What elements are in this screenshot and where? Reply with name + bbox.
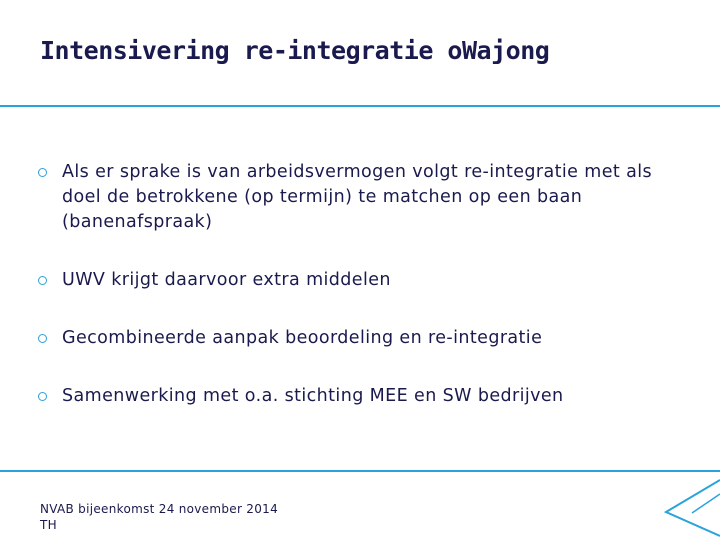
bullet-item — [38, 384, 688, 409]
bullet-text: UWV krijgt daarvoor extra middelen — [62, 270, 391, 290]
footer-initials: TH — [40, 518, 57, 532]
bullet-circle-icon — [38, 276, 47, 285]
bullet-item — [38, 160, 688, 235]
bullet-item — [38, 326, 688, 351]
bullet-item — [38, 268, 688, 293]
title-divider — [0, 105, 720, 107]
bullet-text: Als er sprake is van arbeidsvermogen volgt re-integratie met als doel de betrokkene (op termijn) te matchen op een baan (banenafspraak) — [62, 162, 653, 232]
footer — [40, 501, 278, 533]
footer-event: NVAB bijeenkomst 24 november 2014 — [40, 502, 279, 516]
slide-title: Intensivering re-integratie oWajong — [40, 36, 550, 65]
bullet-circle-icon — [38, 168, 47, 177]
bullet-circle-icon — [38, 392, 47, 401]
bullet-circle-icon — [38, 334, 47, 343]
chevron-logo-icon — [662, 472, 720, 540]
footer-divider — [0, 470, 720, 472]
bullet-text: Gecombineerde aanpak beoordeling en re-integratie — [62, 328, 543, 348]
bullet-list — [38, 160, 688, 409]
bullet-text: Samenwerking met o.a. stichting MEE en SW bedrijven — [62, 386, 564, 406]
